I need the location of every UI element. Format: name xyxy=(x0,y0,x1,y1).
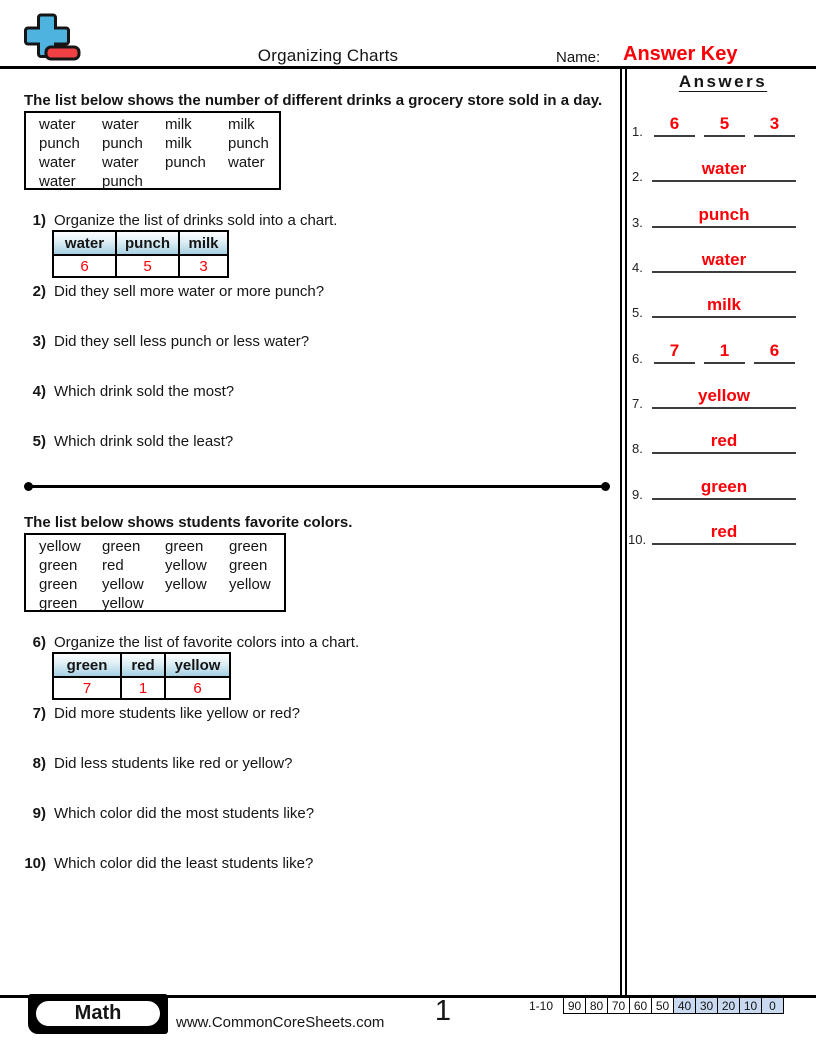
chart-value-cell: 1 xyxy=(122,678,164,698)
question-text: Organize the list of favorite colors into a chart. xyxy=(54,634,360,651)
question-number: 7) xyxy=(32,705,46,722)
chart-value-cell: 7 xyxy=(54,678,120,698)
list-word: yellow xyxy=(102,576,144,593)
answer-number: 8. xyxy=(632,441,643,456)
chart-header-cell: milk xyxy=(180,232,227,254)
section2-instructions: The list below shows students favorite colors. xyxy=(24,514,353,531)
answer-value: milk xyxy=(652,295,796,318)
list-word: water xyxy=(39,154,76,171)
list-word: punch xyxy=(102,135,143,152)
answer-row-9 xyxy=(628,470,814,500)
name-label: Name: xyxy=(556,49,601,66)
list-word: water xyxy=(39,116,76,133)
answer-value: 3 xyxy=(754,114,795,137)
grade-cell: 20 xyxy=(718,998,739,1013)
chart-value-cell: 3 xyxy=(180,256,227,276)
answer-row-1 xyxy=(628,107,814,137)
answer-value: red xyxy=(652,431,796,454)
list-word: green xyxy=(39,576,78,593)
section-divider xyxy=(24,482,610,491)
answer-value: water xyxy=(652,250,796,273)
drinks-chart-table xyxy=(52,230,229,278)
answers-heading: Answers xyxy=(678,72,768,91)
chart-header-cell: green xyxy=(54,654,120,676)
answer-row-6 xyxy=(628,334,814,364)
answer-blanks xyxy=(654,341,795,364)
chart-header-cell: water xyxy=(54,232,115,254)
answer-blanks xyxy=(654,114,795,137)
question-2 xyxy=(0,283,606,301)
answer-row-8 xyxy=(628,424,814,454)
question-9 xyxy=(0,805,606,823)
divider-dot xyxy=(601,482,610,491)
question-text: Did less students like red or yellow? xyxy=(54,755,293,772)
grade-cell: 90 xyxy=(564,998,585,1013)
answer-number: 4. xyxy=(632,260,643,275)
question-number: 10) xyxy=(24,855,46,872)
list-word: green xyxy=(229,538,268,555)
answer-value: 6 xyxy=(754,341,795,364)
answer-number: 10. xyxy=(628,532,647,547)
list-word: punch xyxy=(228,135,269,152)
answer-number: 1. xyxy=(632,124,643,139)
grade-cell: 30 xyxy=(696,998,717,1013)
chart-header-cell: yellow xyxy=(166,654,229,676)
list-word: water xyxy=(228,154,265,171)
answer-value: water xyxy=(652,159,796,182)
question-7 xyxy=(0,705,606,723)
question-number: 5) xyxy=(32,433,46,450)
answer-row-7 xyxy=(628,379,814,409)
colors-chart-table xyxy=(52,652,231,700)
list-word: green xyxy=(39,557,78,574)
chart-value-cell: 5 xyxy=(117,256,178,276)
list-word: water xyxy=(102,116,139,133)
list-word: milk xyxy=(165,135,192,152)
answer-value: 1 xyxy=(704,341,745,364)
question-text: Organize the list of drinks sold into a chart. xyxy=(54,212,338,229)
question-number: 9) xyxy=(32,805,46,822)
plus-minus-logo-icon xyxy=(16,12,82,67)
question-number: 4) xyxy=(32,383,46,400)
list-word: yellow xyxy=(229,576,271,593)
answer-value: yellow xyxy=(652,386,796,409)
answer-value: 6 xyxy=(654,114,695,137)
answer-value: 7 xyxy=(654,341,695,364)
list-word: green xyxy=(102,538,141,555)
score-range-label: 1-10 xyxy=(529,999,554,1013)
question-number: 6) xyxy=(32,634,46,651)
answer-number: 6. xyxy=(632,351,643,366)
question-8 xyxy=(0,755,606,773)
grade-cell: 10 xyxy=(740,998,761,1013)
chart-header-cell: red xyxy=(122,654,164,676)
list-word: green xyxy=(229,557,268,574)
list-word: green xyxy=(165,538,204,555)
question-text: Did more students like yellow or red? xyxy=(54,705,300,722)
answer-row-4 xyxy=(628,243,814,273)
grade-cell: 0 xyxy=(762,998,783,1013)
question-text: Which color did the least students like? xyxy=(54,855,314,872)
answer-value: 5 xyxy=(704,114,745,137)
section1-instructions: The list below shows the number of different drinks a grocery store sold in a day. xyxy=(24,92,603,109)
answer-row-5 xyxy=(628,288,814,318)
question-text: Did they sell less punch or less water? xyxy=(54,333,310,350)
list-word: yellow xyxy=(102,595,144,612)
question-number: 1) xyxy=(32,212,46,229)
question-number: 8) xyxy=(32,755,46,772)
answer-row-2 xyxy=(628,152,814,182)
answer-number: 7. xyxy=(632,396,643,411)
question-5 xyxy=(0,433,606,451)
list-word: milk xyxy=(165,116,192,133)
question-6 xyxy=(0,634,606,652)
question-10 xyxy=(0,855,606,873)
question-text: Did they sell more water or more punch? xyxy=(54,283,325,300)
grade-cell: 70 xyxy=(608,998,629,1013)
subject-label: Math xyxy=(34,999,162,1028)
section2-data-list xyxy=(24,533,286,612)
list-word: water xyxy=(39,173,76,190)
answer-number: 5. xyxy=(632,305,643,320)
chart-value-cell: 6 xyxy=(54,256,115,276)
answers-column-divider xyxy=(620,69,627,997)
question-text: Which color did the most students like? xyxy=(54,805,315,822)
header-rule xyxy=(0,66,816,69)
answer-number: 3. xyxy=(632,215,643,230)
answer-row-3 xyxy=(628,198,814,228)
page-title: Organizing Charts xyxy=(257,46,399,65)
list-word: yellow xyxy=(165,576,207,593)
question-1 xyxy=(0,212,606,230)
answer-number: 2. xyxy=(632,169,643,184)
question-number: 3) xyxy=(32,333,46,350)
question-text: Which drink sold the least? xyxy=(54,433,234,450)
list-word: water xyxy=(102,154,139,171)
question-number: 2) xyxy=(32,283,46,300)
grading-scale-table xyxy=(563,997,784,1014)
question-text: Which drink sold the most? xyxy=(54,383,235,400)
answer-value: green xyxy=(652,477,796,500)
divider-line xyxy=(28,485,606,488)
list-word: yellow xyxy=(39,538,81,555)
answer-value: red xyxy=(652,522,796,545)
answer-number: 9. xyxy=(632,487,643,502)
list-word: punch xyxy=(165,154,206,171)
list-word: yellow xyxy=(165,557,207,574)
list-word: red xyxy=(102,557,124,574)
question-4 xyxy=(0,383,606,401)
list-word: punch xyxy=(102,173,143,190)
answer-row-10 xyxy=(628,515,814,545)
grade-cell: 80 xyxy=(586,998,607,1013)
name-value: Answer Key xyxy=(623,43,738,65)
list-word: green xyxy=(39,595,78,612)
list-word: punch xyxy=(39,135,80,152)
page-number: 1 xyxy=(434,995,452,1027)
subject-badge xyxy=(28,994,168,1034)
grade-cell: 50 xyxy=(652,998,673,1013)
list-word: milk xyxy=(228,116,255,133)
website-link[interactable]: www.CommonCoreSheets.com xyxy=(176,1014,385,1031)
grade-cell: 60 xyxy=(630,998,651,1013)
section1-data-list xyxy=(24,111,281,190)
answer-value: punch xyxy=(652,205,796,228)
chart-value-cell: 6 xyxy=(166,678,229,698)
chart-header-cell: punch xyxy=(117,232,178,254)
grade-cell: 40 xyxy=(674,998,695,1013)
question-3 xyxy=(0,333,606,351)
